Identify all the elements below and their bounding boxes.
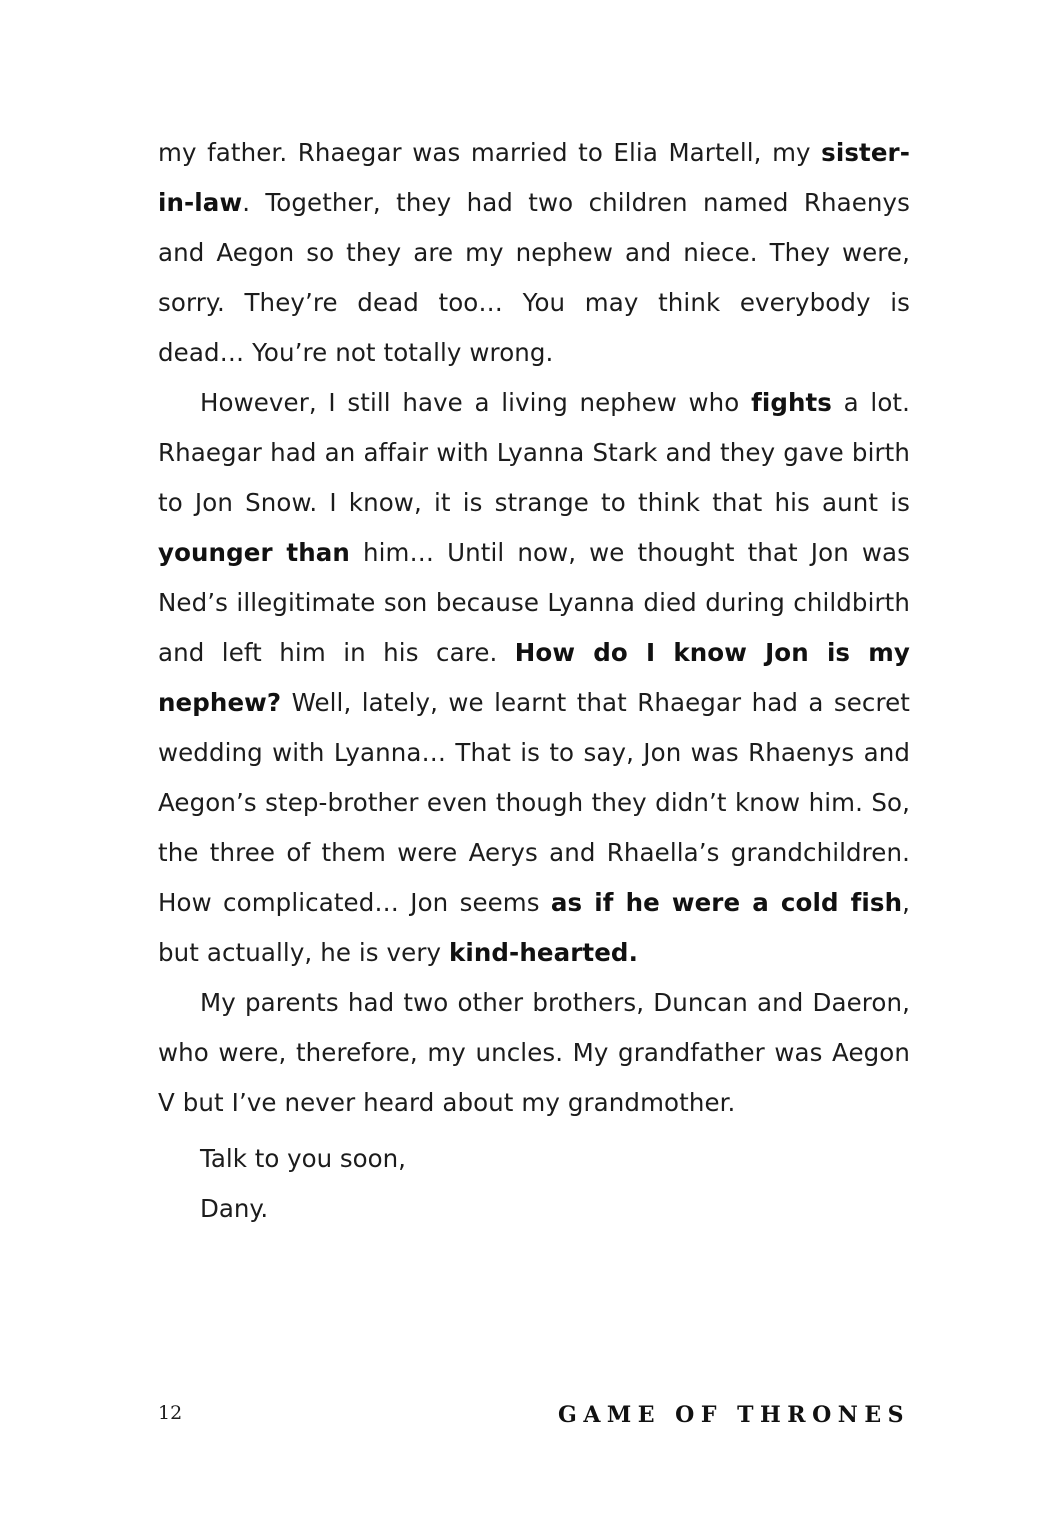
bold-run: How do I know Jon is my nephew? xyxy=(158,638,910,717)
bold-run: sister-in-law xyxy=(158,138,910,217)
bold-run: younger than xyxy=(158,538,350,567)
signature-line: Dany. xyxy=(200,1194,269,1223)
paragraph-3: My parents had two other brothers, Duncan and Daeron, who were, therefore, my uncles. My grandfather was Aegon V but I’ve never heard about my grandmother. xyxy=(158,988,910,1117)
body-text-column xyxy=(158,128,910,1234)
page-number: 12 xyxy=(158,1402,183,1424)
page-footer xyxy=(158,1402,910,1432)
closing-line: Talk to you soon, xyxy=(200,1144,406,1173)
paragraph-2: However, I still have a living nephew who fights a lot. Rhaegar had an affair with Lyanna Stark and they gave birth to Jon Snow. I know, it is strange to think that his aunt is younger than him… Until now, we thought that Jon was Ned’s illegitimate son because Lyanna died during childbirth and left him in his care. How do I know Jon is my nephew? Well, lately, we learnt that Rhaegar had a secret wedding with Lyanna… That is to say, Jon was Rhaenys and Aegon’s step-brother even though they didn’t know him. So, the three of them were Aerys and Rhaella’s grandchildren. How complicated… Jon seems as if he were a cold fish, but actually, he is very kind-hearted. xyxy=(158,388,911,967)
paragraph-1: my father. Rhaegar was married to Elia Martell, my sister-in-law. Together, they had two children named Rhaenys and Aegon so they are my nephew and niece. They were, sorry. They’re dead too… You may think everybody is dead… You’re not totally wrong. xyxy=(158,138,910,367)
bold-run: fights xyxy=(751,388,832,417)
running-head: GAME OF THRONES xyxy=(558,1402,910,1428)
bold-run: as if he were a cold fish xyxy=(550,888,903,917)
bold-run: kind-hearted. xyxy=(448,938,638,967)
